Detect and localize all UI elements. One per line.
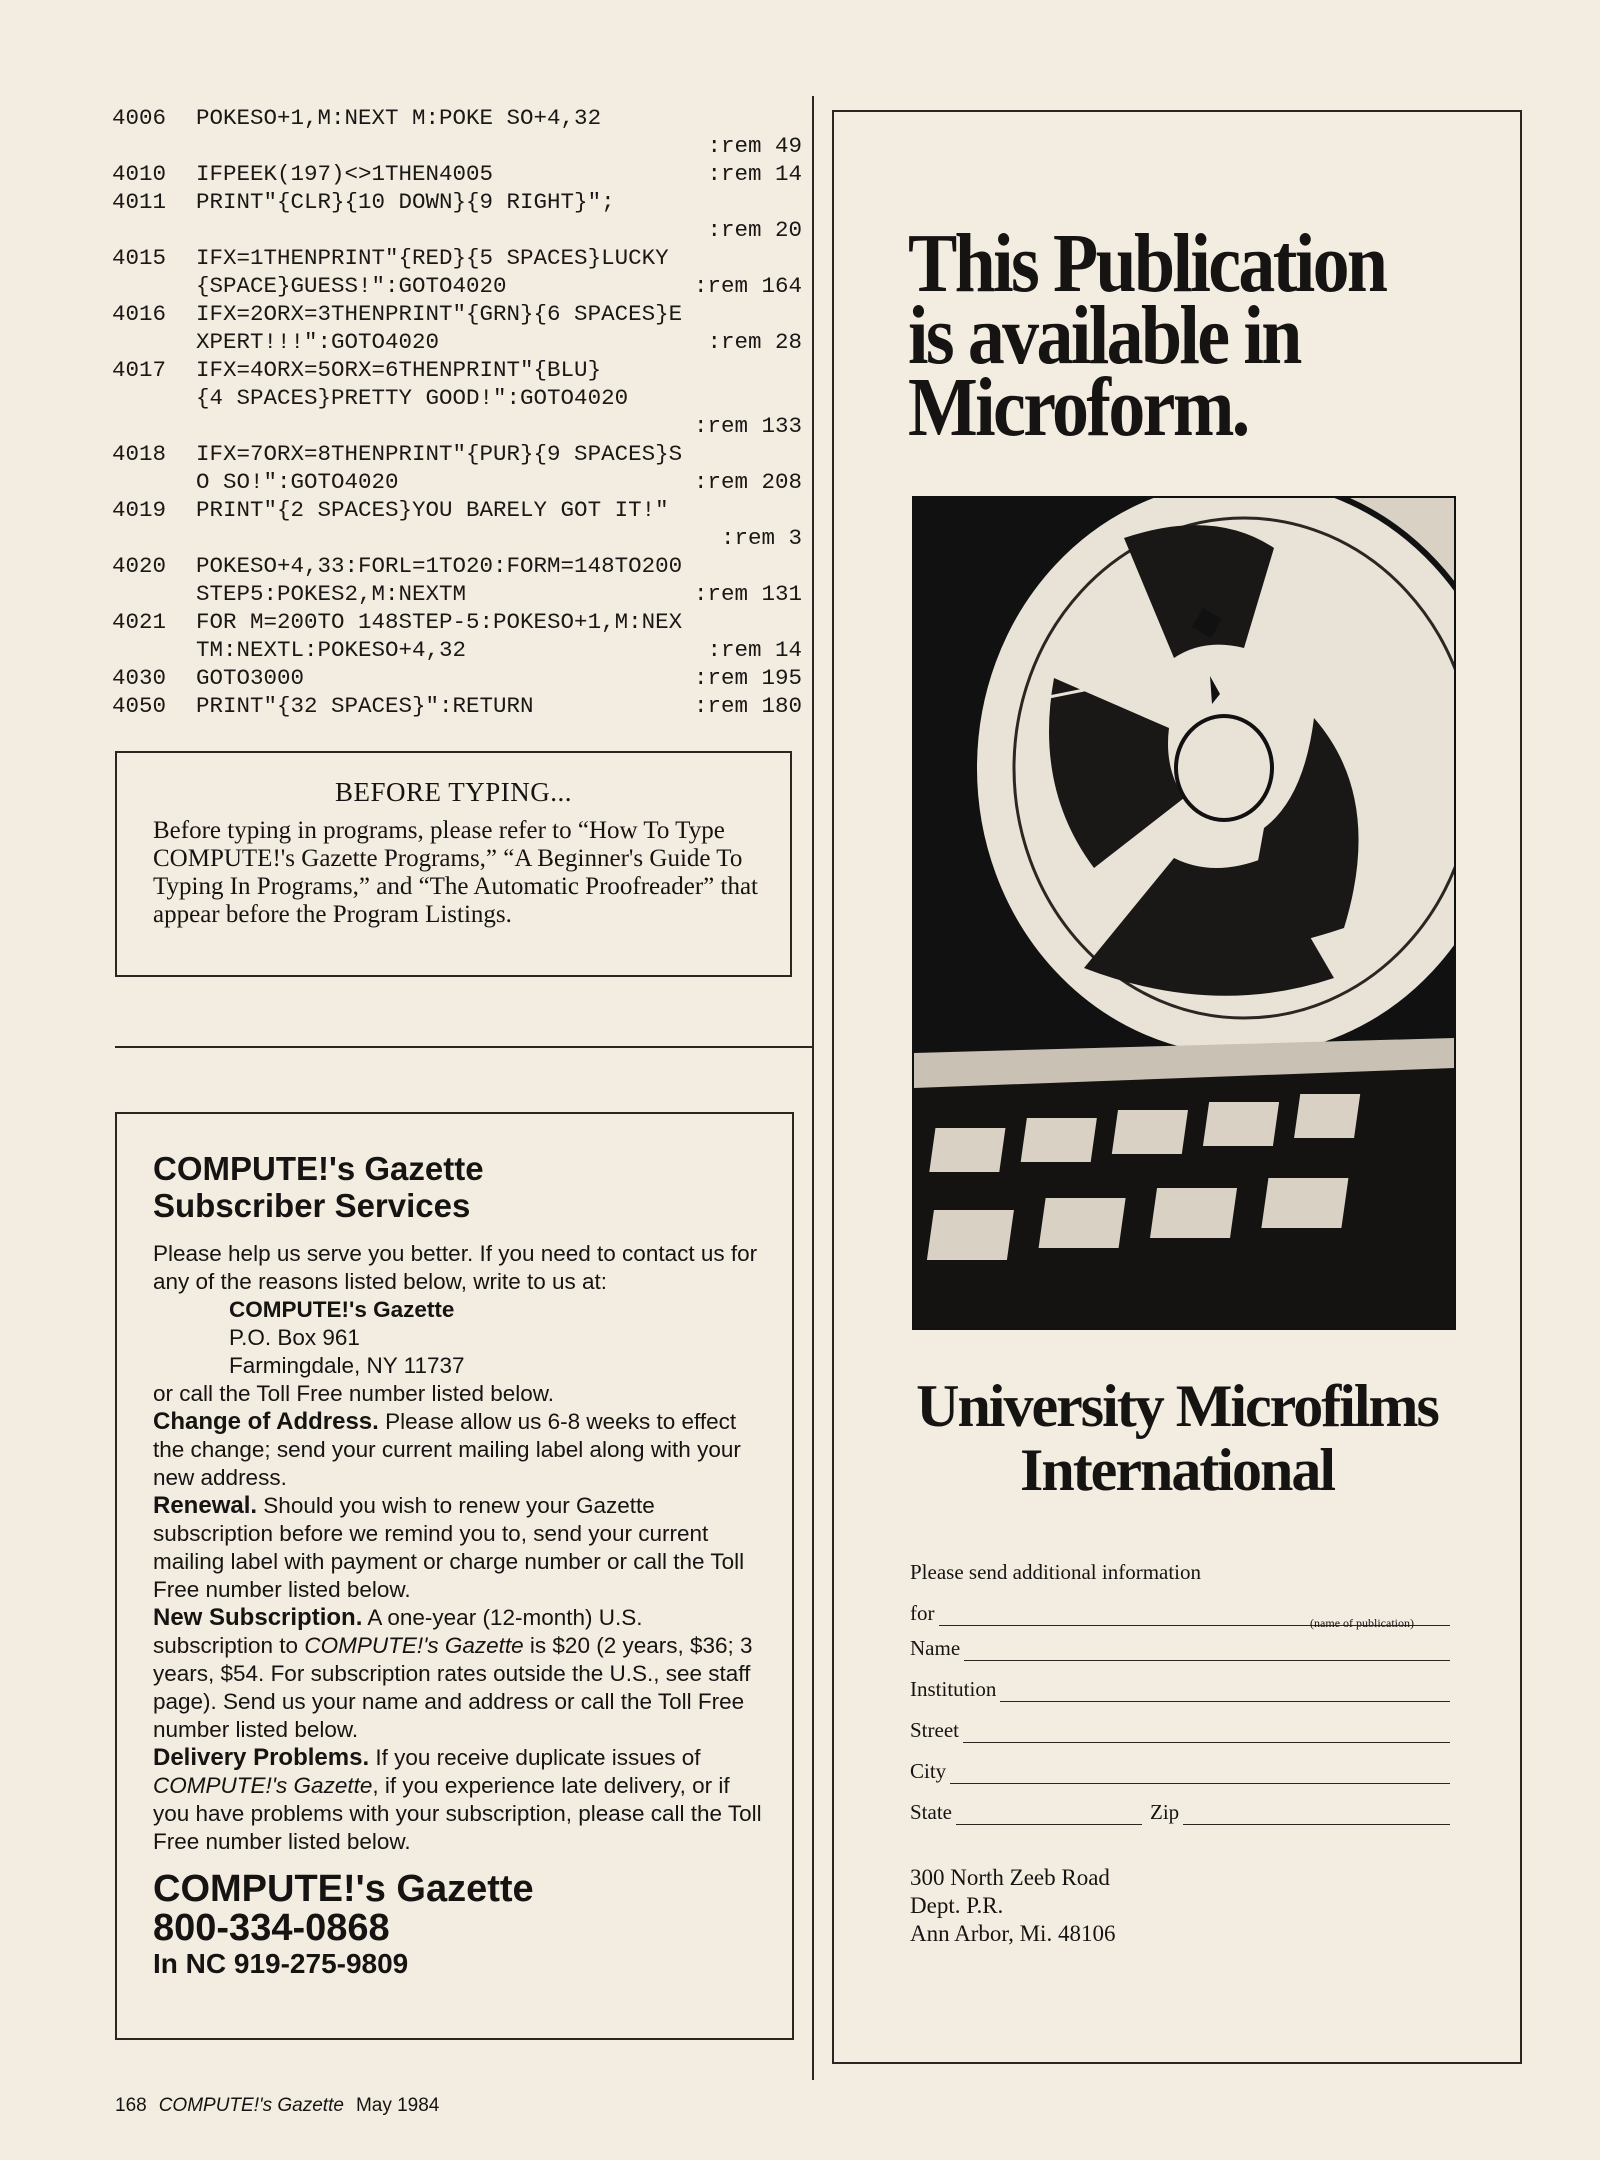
section-divider bbox=[115, 1046, 813, 1048]
line-number bbox=[112, 636, 196, 664]
line-code: {4 SPACES}PRETTY GOOD!":GOTO4020 bbox=[196, 385, 629, 411]
listing-line bbox=[112, 300, 802, 328]
line-number: 4015 bbox=[112, 245, 167, 271]
form-note: (name of publication) bbox=[1310, 1616, 1414, 1630]
line-number bbox=[112, 272, 196, 300]
listing-line bbox=[112, 384, 802, 412]
line-number: 4016 bbox=[112, 301, 167, 327]
form-label-institution: Institution bbox=[910, 1677, 997, 1701]
listing-line bbox=[112, 104, 802, 132]
company-line-2: International bbox=[1019, 1437, 1335, 1503]
headline-line-3: Microform. bbox=[908, 361, 1248, 454]
institution-field[interactable] bbox=[1000, 1679, 1450, 1702]
delivery-problems-italic: COMPUTE!'s Gazette bbox=[153, 1773, 373, 1798]
nc-phone: In NC 919-275-9809 bbox=[153, 1948, 409, 1979]
before-typing-title: BEFORE TYPING... bbox=[334, 777, 573, 807]
form-label-street: Street bbox=[910, 1718, 959, 1742]
info-request-form bbox=[910, 1560, 1450, 1825]
line-code: XPERT!!!":GOTO4020 bbox=[196, 329, 440, 355]
contact-title: COMPUTE!'s Gazette bbox=[153, 1868, 534, 1910]
ad-mailing-address bbox=[910, 1864, 1115, 1948]
listing-line bbox=[112, 468, 802, 496]
line-checksum: :rem 180 bbox=[693, 693, 802, 719]
listing-line bbox=[112, 244, 802, 272]
microform-ad bbox=[832, 110, 1522, 2064]
film-reel-photo bbox=[912, 496, 1456, 1330]
ad-address-line-3: Ann Arbor, Mi. 48106 bbox=[910, 1921, 1116, 1946]
form-label-city: City bbox=[910, 1759, 947, 1783]
listing-line bbox=[112, 692, 802, 720]
ad-address-line-2: Dept. P.R. bbox=[910, 1893, 1004, 1918]
line-number: 4010 bbox=[112, 161, 167, 187]
form-intro: Please send additional information bbox=[910, 1560, 1202, 1584]
line-checksum: :rem 195 bbox=[693, 665, 802, 691]
line-number bbox=[112, 524, 196, 552]
line-code: POKESO+4,33:FORL=1TO20:FORM=148TO200 bbox=[196, 553, 683, 579]
line-checksum: :rem 164 bbox=[693, 273, 802, 299]
address-line-2: Farmingdale, NY 11737 bbox=[229, 1353, 465, 1378]
city-field[interactable] bbox=[950, 1761, 1450, 1784]
page-number: 168 bbox=[115, 2095, 147, 2116]
line-code: IFX=7ORX=8THENPRINT"{PUR}{9 SPACES}S bbox=[196, 441, 683, 467]
listing-line bbox=[112, 440, 802, 468]
line-number bbox=[112, 412, 196, 440]
form-label-zip: Zip bbox=[1150, 1800, 1180, 1824]
line-code: PRINT"{CLR}{10 DOWN}{9 RIGHT}"; bbox=[196, 189, 615, 215]
delivery-problems-lead: Delivery Problems. bbox=[153, 1744, 370, 1771]
line-number: 4020 bbox=[112, 553, 167, 579]
listing-line bbox=[112, 272, 802, 300]
listing-line bbox=[112, 496, 802, 524]
delivery-problems-text-2: , if you experience late delivery, or if you have problems with your subscription, please call the Toll Free number listed below. bbox=[153, 1773, 762, 1854]
subscriber-services-box bbox=[115, 1112, 794, 2040]
listing-line bbox=[112, 552, 802, 580]
line-checksum: :rem 49 bbox=[707, 133, 802, 159]
listing-line bbox=[112, 412, 802, 440]
line-code: IFX=4ORX=5ORX=6THENPRINT"{BLU} bbox=[196, 357, 602, 383]
line-number bbox=[112, 328, 196, 356]
toll-free-phone: 800-334-0868 bbox=[153, 1907, 390, 1949]
title-line-2: Subscriber Services bbox=[153, 1187, 471, 1224]
magazine-name: COMPUTE!'s Gazette bbox=[158, 2095, 344, 2116]
change-of-address-text: Please allow us 6-8 weeks to effect the change; send your current mailing label along with your new address. bbox=[153, 1409, 741, 1490]
line-number bbox=[112, 384, 196, 412]
line-number: 4050 bbox=[112, 693, 167, 719]
form-row-street bbox=[910, 1702, 1450, 1743]
line-code bbox=[196, 132, 707, 160]
line-number: 4018 bbox=[112, 441, 167, 467]
line-number: 4019 bbox=[112, 497, 167, 523]
company-line-1: University Microfilms bbox=[916, 1373, 1438, 1439]
line-code bbox=[196, 216, 707, 244]
delivery-problems-text-1: If you receive duplicate issues of bbox=[369, 1745, 701, 1770]
line-checksum: :rem 133 bbox=[693, 413, 802, 439]
headline-line-1: This Publication bbox=[908, 217, 1386, 310]
line-code: IFX=2ORX=3THENPRINT"{GRN}{6 SPACES}E bbox=[196, 301, 683, 327]
form-row-state-zip bbox=[910, 1784, 1450, 1825]
form-row-city bbox=[910, 1743, 1450, 1784]
before-typing-box bbox=[115, 751, 792, 977]
line-number bbox=[112, 580, 196, 608]
subscriber-contact bbox=[153, 1870, 762, 1980]
listing-line bbox=[112, 188, 802, 216]
before-typing-text: Before typing in programs, please refer to “How To Type COMPUTE!'s Gazette Programs,” “A Beginner's Guide To Typing In Programs,” and “The Automatic Proofreader” that appear before the Program Listings. bbox=[153, 817, 759, 928]
line-number: 4006 bbox=[112, 105, 167, 131]
line-checksum: :rem 14 bbox=[707, 161, 802, 187]
line-checksum: :rem 28 bbox=[707, 329, 802, 355]
ad-address-line-1: 300 North Zeeb Road bbox=[910, 1865, 1110, 1890]
name-field[interactable] bbox=[964, 1638, 1450, 1661]
line-checksum: :rem 3 bbox=[720, 525, 802, 551]
line-checksum: :rem 131 bbox=[693, 581, 802, 607]
form-label-name: Name bbox=[910, 1636, 961, 1660]
call-text: or call the Toll Free number listed below. bbox=[153, 1381, 555, 1406]
form-row-institution bbox=[910, 1661, 1450, 1702]
line-code: GOTO3000 bbox=[196, 665, 305, 691]
listing-line bbox=[112, 524, 802, 552]
film-reel-illustration bbox=[914, 498, 1454, 1328]
title-line-1: COMPUTE!'s Gazette bbox=[153, 1150, 484, 1187]
intro-text: Please help us serve you better. If you need to contact us for any of the reasons listed below, write to us at: bbox=[153, 1241, 758, 1294]
new-subscription-lead: New Subscription. bbox=[153, 1604, 363, 1631]
listing-line bbox=[112, 356, 802, 384]
delivery-problems-paragraph bbox=[153, 1744, 762, 1856]
line-code: POKESO+1,M:NEXT M:POKE SO+4,32 bbox=[196, 105, 602, 131]
subscriber-services-title bbox=[153, 1150, 762, 1224]
line-number: 4017 bbox=[112, 357, 167, 383]
line-code: PRINT"{2 SPACES}YOU BARELY GOT IT!" bbox=[196, 497, 669, 523]
renewal-text: Should you wish to renew your Gazette subscription before we remind you to, send your current mailing label with payment or charge number or call the Toll Free number listed below. bbox=[153, 1493, 745, 1602]
listing-line bbox=[112, 664, 802, 692]
page-footer bbox=[115, 2095, 439, 2117]
line-number: 4011 bbox=[112, 189, 167, 215]
column-divider bbox=[812, 96, 814, 2080]
zip-field[interactable] bbox=[1183, 1802, 1450, 1825]
ad-company-name bbox=[834, 1374, 1520, 1502]
new-subscription-italic: COMPUTE!'s Gazette bbox=[304, 1633, 524, 1658]
listing-line bbox=[112, 216, 802, 244]
line-code: {SPACE}GUESS!":GOTO4020 bbox=[196, 273, 507, 299]
line-code bbox=[196, 524, 721, 552]
address-name: COMPUTE!'s Gazette bbox=[229, 1297, 455, 1322]
line-number bbox=[112, 216, 196, 244]
headline-line-2: is available in bbox=[908, 289, 1300, 382]
listing-line bbox=[112, 328, 802, 356]
listing-line bbox=[112, 160, 802, 188]
address-line-1: P.O. Box 961 bbox=[229, 1325, 360, 1350]
new-subscription-paragraph bbox=[153, 1604, 762, 1744]
ad-headline bbox=[908, 217, 1436, 454]
form-label-for: for bbox=[910, 1601, 935, 1625]
new-subscription-text-2: is $20 (2 years, $36; 3 years, $54. For subscription rates outside the U.S., see staff page). Send us your name and address or call the Toll Free number listed below. bbox=[153, 1633, 753, 1742]
line-checksum: :rem 208 bbox=[693, 469, 802, 495]
street-field[interactable] bbox=[963, 1720, 1450, 1743]
new-subscription-text-1: A one-year (12-month) U.S. subscription to bbox=[153, 1605, 643, 1658]
renewal-lead: Renewal. bbox=[153, 1492, 258, 1519]
line-number: 4030 bbox=[112, 665, 167, 691]
listing-line bbox=[112, 608, 802, 636]
renewal-paragraph bbox=[153, 1492, 762, 1604]
change-of-address-lead: Change of Address. bbox=[153, 1408, 379, 1435]
line-checksum: :rem 20 bbox=[707, 217, 802, 243]
line-code: TM:NEXTL:POKESO+4,32 bbox=[196, 637, 467, 663]
line-code: STEP5:POKES2,M:NEXTM bbox=[196, 581, 467, 607]
listing-line bbox=[112, 580, 802, 608]
line-number bbox=[112, 468, 196, 496]
line-code: O SO!":GOTO4020 bbox=[196, 469, 399, 495]
line-checksum: :rem 14 bbox=[707, 637, 802, 663]
line-code: IFPEEK(197)<>1THEN4005 bbox=[196, 161, 494, 187]
line-code bbox=[196, 412, 694, 440]
line-code: IFX=1THENPRINT"{RED}{5 SPACES}LUCKY bbox=[196, 245, 669, 271]
state-field[interactable] bbox=[956, 1802, 1142, 1825]
line-number bbox=[112, 132, 196, 160]
listing-line bbox=[112, 636, 802, 664]
issue-date: May 1984 bbox=[355, 2095, 440, 2116]
listing-line bbox=[112, 132, 802, 160]
program-listing bbox=[112, 104, 802, 720]
change-of-address-paragraph bbox=[153, 1408, 762, 1492]
form-label-state: State bbox=[910, 1800, 952, 1824]
line-code: PRINT"{32 SPACES}":RETURN bbox=[196, 693, 534, 719]
line-code: FOR M=200TO 148STEP-5:POKESO+1,M:NEX bbox=[196, 609, 683, 635]
line-number: 4021 bbox=[112, 609, 167, 635]
